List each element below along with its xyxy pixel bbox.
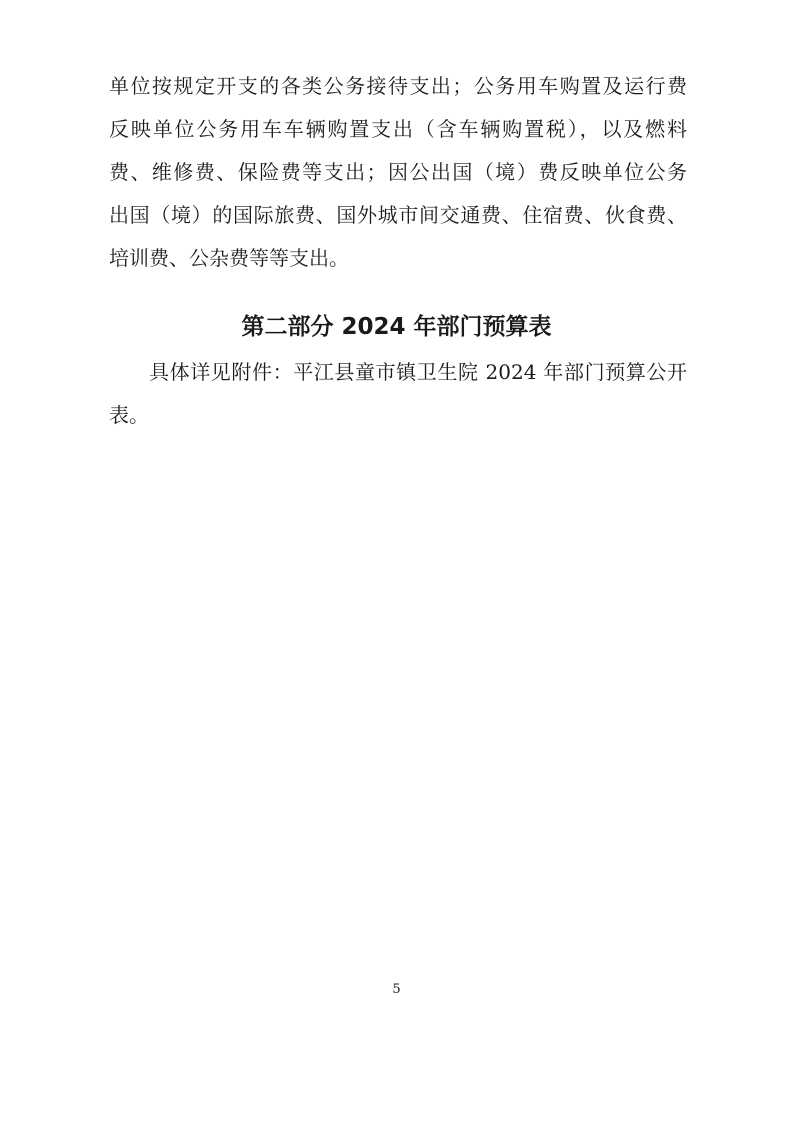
paragraph-line-1: 单位按规定开支的各类公务接待支出；公务用车购置及运行费 — [109, 74, 687, 98]
paragraph-line-4: 出国（境）的国际旅费、国外城市间交通费、住宿费、伙食费、 — [109, 203, 687, 227]
section-heading: 第二部分 2024 年部门预算表 — [241, 314, 552, 340]
paragraph-line-5: 培训费、公杂费等等支出。 — [109, 246, 349, 270]
attachment-note-line-1: 具体详见附件：平江县童市镇卫生院 2024 年部门预算公开 — [149, 360, 687, 384]
paragraph-line-3: 费、维修费、保险费等支出；因公出国（境）费反映单位公务 — [109, 160, 687, 184]
paragraph-line-2: 反映单位公务用车车辆购置支出（含车辆购置税），以及燃料 — [109, 117, 687, 141]
page-number: 5 — [392, 982, 401, 997]
attachment-note-line-2: 表。 — [109, 403, 149, 427]
